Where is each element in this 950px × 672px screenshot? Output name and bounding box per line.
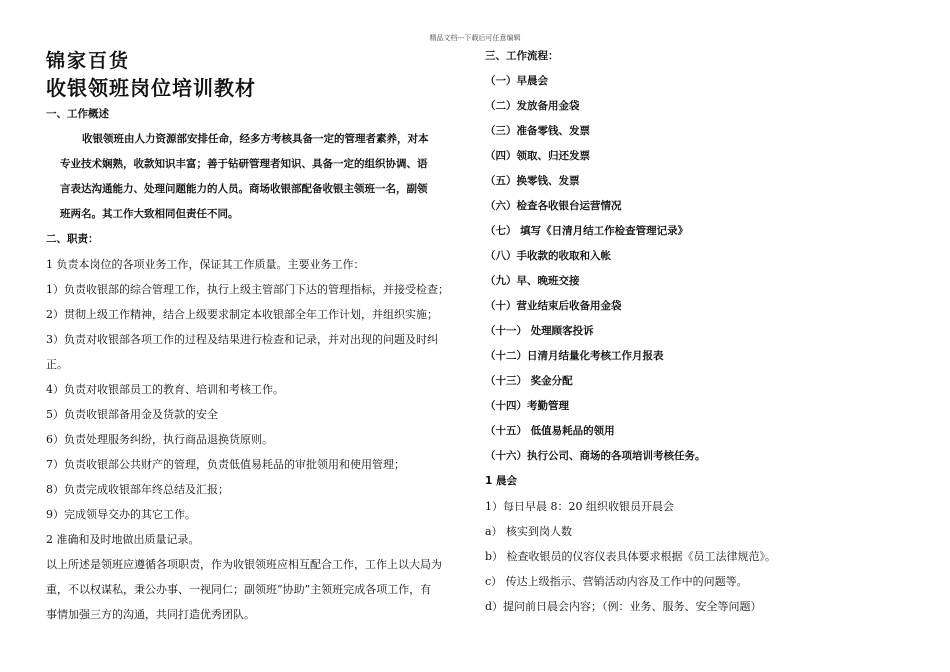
workflow-item: （三）准备零钱、发票: [485, 125, 590, 137]
summary-line: 重，不以权谋私，秉公办事、一视同仁；副领班“协助”主领班完成各项工作，有: [46, 583, 432, 596]
duty-line: 4）负责对收银部员工的教育、培训和考核工作。: [46, 383, 284, 396]
summary-line: 以上所述是领班应遵循各项职责，作为收银领班应相互配合工作，工作上以大局为: [46, 558, 442, 571]
workflow-item: （十六）执行公司、商场的各项培训考核任务。: [485, 450, 706, 462]
workflow-item: （十二）日清月结量化考核工作月报表: [485, 350, 664, 362]
workflow-item: （七） 填写《日清月结工作检查管理记录》: [485, 225, 689, 237]
morning-meeting-line: a） 核实到岗人数: [485, 525, 573, 538]
morning-meeting-line: b） 检查收银员的仪容仪表具体要求根据《员工法律规范》。: [485, 550, 777, 563]
duty-line: 2）贯彻上级工作精神，结合上级要求制定本收银部全年工作计划，并组织实施；: [46, 308, 438, 321]
header-note: 精品文档---下载后可任意编辑: [429, 34, 521, 42]
workflow-item: （十一） 处理顾客投诉: [485, 325, 594, 337]
duty-line: 3）负责对收银部各项工作的过程及结果进行检查和记录，并对出现的问题及时纠: [46, 333, 438, 346]
section-heading-overview: 一、工作概述: [46, 108, 109, 120]
duty-line: 正。: [46, 358, 68, 371]
morning-meeting-line: 1）每日早晨 8：20 组织收银员开晨会: [485, 500, 674, 513]
brand-logo-text: 锦家百货: [46, 50, 131, 72]
duty-line: 1 负责本岗位的各项业务工作，保证其工作质量。主要业务工作：: [46, 258, 365, 271]
duty-line: 5）负责收银部备用金及货款的安全: [46, 408, 218, 421]
workflow-item: （五）换零钱、发票: [485, 175, 580, 187]
section-heading-workflow: 三、工作流程：: [485, 50, 559, 62]
summary-line: 事情加强三方的沟通，共同打造优秀团队。: [46, 608, 255, 621]
section-heading-morning-meeting: 1 晨会: [485, 475, 517, 487]
overview-line: 专业技术娴熟，收款知识丰富；善于钻研管理者知识、具备一定的组织协调、语: [60, 158, 428, 170]
workflow-item: （六）检查各收银台运营情况: [485, 200, 622, 212]
workflow-item: （一）早晨会: [485, 75, 548, 87]
duty-line: 1）负责收银部的综合管理工作，执行上级主管部门下达的管理指标，并接受检查；: [46, 283, 449, 296]
left-column: [46, 44, 466, 627]
right-column: [485, 44, 915, 619]
workflow-item: （十五） 低值易耗品的领用: [485, 425, 615, 437]
workflow-item: （十）营业结束后收备用金袋: [485, 300, 622, 312]
morning-meeting-line: d）提问前日晨会内容；（例：业务、服务、安全等问题）: [485, 600, 762, 613]
workflow-item: （十三） 奖金分配: [485, 375, 573, 387]
duty-line: 2 准确和及时地做出质量记录。: [46, 533, 200, 546]
workflow-item: （二）发放备用金袋: [485, 100, 580, 112]
overview-line: 收银领班由人力资源部安排任命，经多方考核具备一定的管理者素养，对本: [82, 133, 429, 145]
workflow-item: （八）手收款的收取和入帐: [485, 250, 611, 262]
overview-line: 班两名。其工作大致相同但责任不同。: [60, 208, 239, 220]
overview-line: 言表达沟通能力、处理问题能力的人员。商场收银部配备收银主领班一名，副领: [60, 183, 428, 195]
duty-line: 6）负责处理服务纠纷，执行商品退换货原则。: [46, 433, 273, 446]
workflow-item: （四）领取、归还发票: [485, 150, 590, 162]
duty-line: 8）负责完成收银部年终总结及汇报；: [46, 483, 229, 496]
workflow-item: （十四）考勤管理: [485, 400, 569, 412]
workflow-item: （九）早、晚班交接: [485, 275, 580, 287]
section-heading-duties: 二、职责：: [46, 233, 99, 245]
duty-line: 9）完成领导交办的其它工作。: [46, 508, 196, 521]
morning-meeting-line: c） 传达上级指示、营销活动内容及工作中的问题等。: [485, 575, 748, 588]
duty-line: 7）负责收银部公共财产的管理，负责低值易耗品的审批领用和使用管理；: [46, 458, 405, 471]
document-title: 收银领班岗位培训教材: [46, 76, 256, 100]
